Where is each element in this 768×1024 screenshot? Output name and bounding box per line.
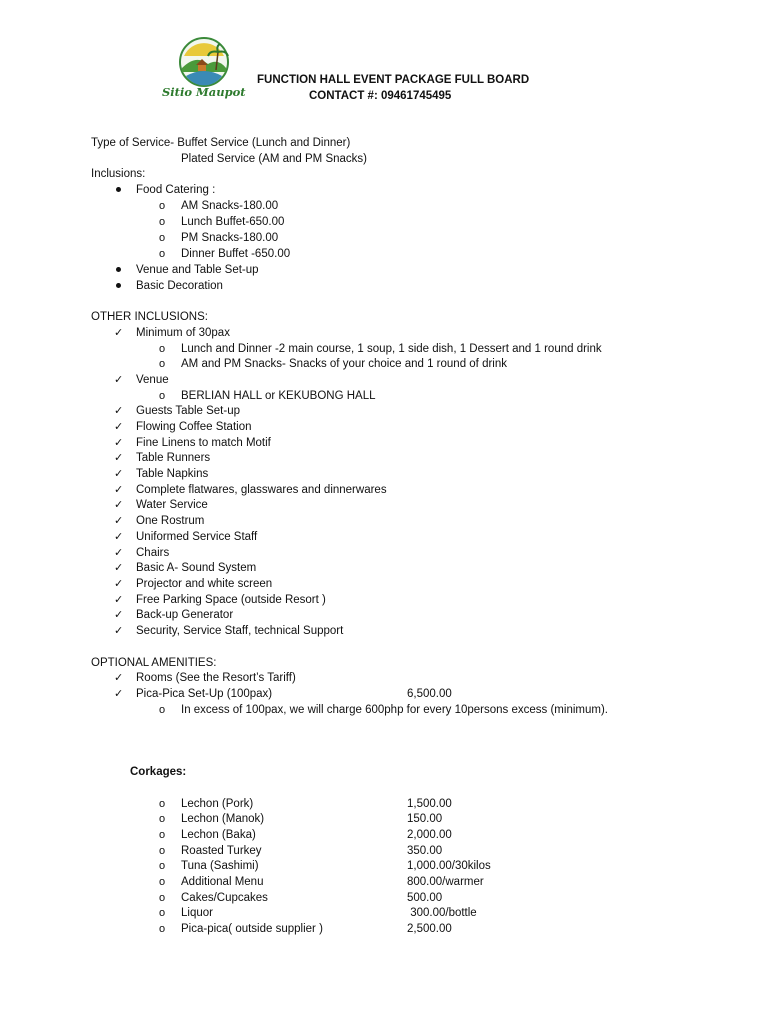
circle-bullet-icon: o <box>159 829 166 841</box>
other-inclusion-item: Uniformed Service Staff <box>136 531 258 543</box>
other-inclusion-item: Guests Table Set-up <box>136 405 240 417</box>
minimum-detail: AM and PM Snacks- Snacks of your choice and 1 round of drink <box>181 358 507 370</box>
food-item: Lunch Buffet-650.00 <box>181 216 285 228</box>
pica-pica-item: Pica-Pica Set-Up (100pax) <box>136 688 273 700</box>
other-inclusion-item: Free Parking Space (outside Resort ) <box>136 594 326 606</box>
other-inclusion-item: Security, Service Staff, technical Support <box>136 625 344 637</box>
bullet-icon <box>116 267 121 272</box>
circle-bullet-icon: o <box>159 358 166 370</box>
other-inclusion-item: Water Service <box>136 499 208 511</box>
circle-bullet-icon: o <box>159 343 166 355</box>
other-inclusion-item: Complete flatwares, glasswares and dinnerwares <box>136 484 387 496</box>
other-inclusions-heading: OTHER INCLUSIONS: <box>91 311 208 323</box>
corkage-price: 1,500.00 <box>407 798 452 810</box>
corkage-name: Tuna (Sashimi) <box>181 860 259 872</box>
corkage-price: 2,000.00 <box>407 829 452 841</box>
food-catering-label: Food Catering : <box>136 184 216 196</box>
corkage-price: 800.00/warmer <box>407 876 484 888</box>
check-icon: ✓ <box>114 624 124 637</box>
optional-amenities-heading: OPTIONAL AMENITIES: <box>91 657 217 669</box>
sitio-maupot-logo <box>160 36 244 106</box>
circle-bullet-icon: o <box>159 907 166 919</box>
corkage-name: Lechon (Baka) <box>181 829 256 841</box>
minimum-pax: Minimum of 30pax <box>136 327 230 339</box>
check-icon: ✓ <box>114 436 124 449</box>
other-inclusion-item: Back-up Generator <box>136 609 234 621</box>
corkages-heading: Corkages: <box>130 766 187 778</box>
inclusion-item: Basic Decoration <box>136 280 223 292</box>
check-icon: ✓ <box>114 404 124 417</box>
check-icon: ✓ <box>114 671 124 684</box>
corkage-name: Roasted Turkey <box>181 845 262 857</box>
check-icon: ✓ <box>114 373 124 386</box>
other-inclusion-item: Projector and white screen <box>136 578 273 590</box>
service-type-line2: Plated Service (AM and PM Snacks) <box>181 153 367 165</box>
other-inclusion-item: Flowing Coffee Station <box>136 421 252 433</box>
bullet-icon <box>116 283 121 288</box>
inclusion-item: Venue and Table Set-up <box>136 264 259 276</box>
check-icon: ✓ <box>114 530 124 543</box>
food-item: Dinner Buffet -650.00 <box>181 248 291 260</box>
contact-number: CONTACT #: 09461745495 <box>309 90 452 102</box>
circle-bullet-icon: o <box>159 845 166 857</box>
corkage-name: Cakes/Cupcakes <box>181 892 268 904</box>
circle-bullet-icon: o <box>159 876 166 888</box>
check-icon: ✓ <box>114 483 124 496</box>
check-icon: ✓ <box>114 326 124 339</box>
food-item: PM Snacks-180.00 <box>181 232 279 244</box>
corkage-price: 500.00 <box>407 892 443 904</box>
circle-bullet-icon: o <box>159 813 166 825</box>
check-icon: ✓ <box>114 687 124 700</box>
bullet-icon <box>116 187 121 192</box>
check-icon: ✓ <box>114 561 124 574</box>
check-icon: ✓ <box>114 546 124 559</box>
inclusions-heading: Inclusions: <box>91 168 146 180</box>
corkage-price: 1,000.00/30kilos <box>407 860 491 872</box>
logo-text: Sitio Maupot <box>162 85 246 99</box>
check-icon: ✓ <box>114 467 124 480</box>
service-type-line1: Type of Service- Buffet Service (Lunch and Dinner) <box>91 137 351 149</box>
rooms-item: Rooms (See the Resort’s Tariff) <box>136 672 296 684</box>
check-icon: ✓ <box>114 593 124 606</box>
corkage-name: Lechon (Manok) <box>181 813 265 825</box>
circle-bullet-icon: o <box>159 216 166 228</box>
check-icon: ✓ <box>114 577 124 590</box>
circle-bullet-icon: o <box>159 232 166 244</box>
excess-note: In excess of 100pax, we will charge 600php for every 10persons excess (minimum). <box>181 704 608 716</box>
corkage-name: Lechon (Pork) <box>181 798 254 810</box>
corkage-name: Liquor <box>181 907 213 919</box>
other-inclusion-item: One Rostrum <box>136 515 205 527</box>
circle-bullet-icon: o <box>159 390 166 402</box>
check-icon: ✓ <box>114 420 124 433</box>
circle-bullet-icon: o <box>159 200 166 212</box>
other-inclusion-item: Basic A- Sound System <box>136 562 257 574</box>
circle-bullet-icon: o <box>159 248 166 260</box>
corkage-price: 2,500.00 <box>407 923 452 935</box>
circle-bullet-icon: o <box>159 860 166 872</box>
venue-detail: BERLIAN HALL or KEKUBONG HALL <box>181 390 376 402</box>
venue-label: Venue <box>136 374 169 386</box>
circle-bullet-icon: o <box>159 704 166 716</box>
circle-bullet-icon: o <box>159 923 166 935</box>
corkage-price: 300.00/bottle <box>407 907 477 919</box>
corkage-price: 150.00 <box>407 813 443 825</box>
check-icon: ✓ <box>114 498 124 511</box>
corkage-name: Pica-pica( outside supplier ) <box>181 923 323 935</box>
check-icon: ✓ <box>114 451 124 464</box>
document-title: FUNCTION HALL EVENT PACKAGE FULL BOARD <box>257 74 530 86</box>
minimum-detail: Lunch and Dinner -2 main course, 1 soup, 1 side dish, 1 Dessert and 1 round drink <box>181 343 602 355</box>
corkage-name: Additional Menu <box>181 876 264 888</box>
circle-bullet-icon: o <box>159 798 166 810</box>
check-icon: ✓ <box>114 514 124 527</box>
other-inclusion-item: Table Napkins <box>136 468 209 480</box>
other-inclusion-item: Chairs <box>136 547 170 559</box>
pica-pica-price: 6,500.00 <box>407 688 452 700</box>
other-inclusion-item: Table Runners <box>136 452 211 464</box>
other-inclusion-item: Fine Linens to match Motif <box>136 437 271 449</box>
corkage-price: 350.00 <box>407 845 443 857</box>
circle-bullet-icon: o <box>159 892 166 904</box>
check-icon: ✓ <box>114 608 124 621</box>
food-item: AM Snacks-180.00 <box>181 200 279 212</box>
